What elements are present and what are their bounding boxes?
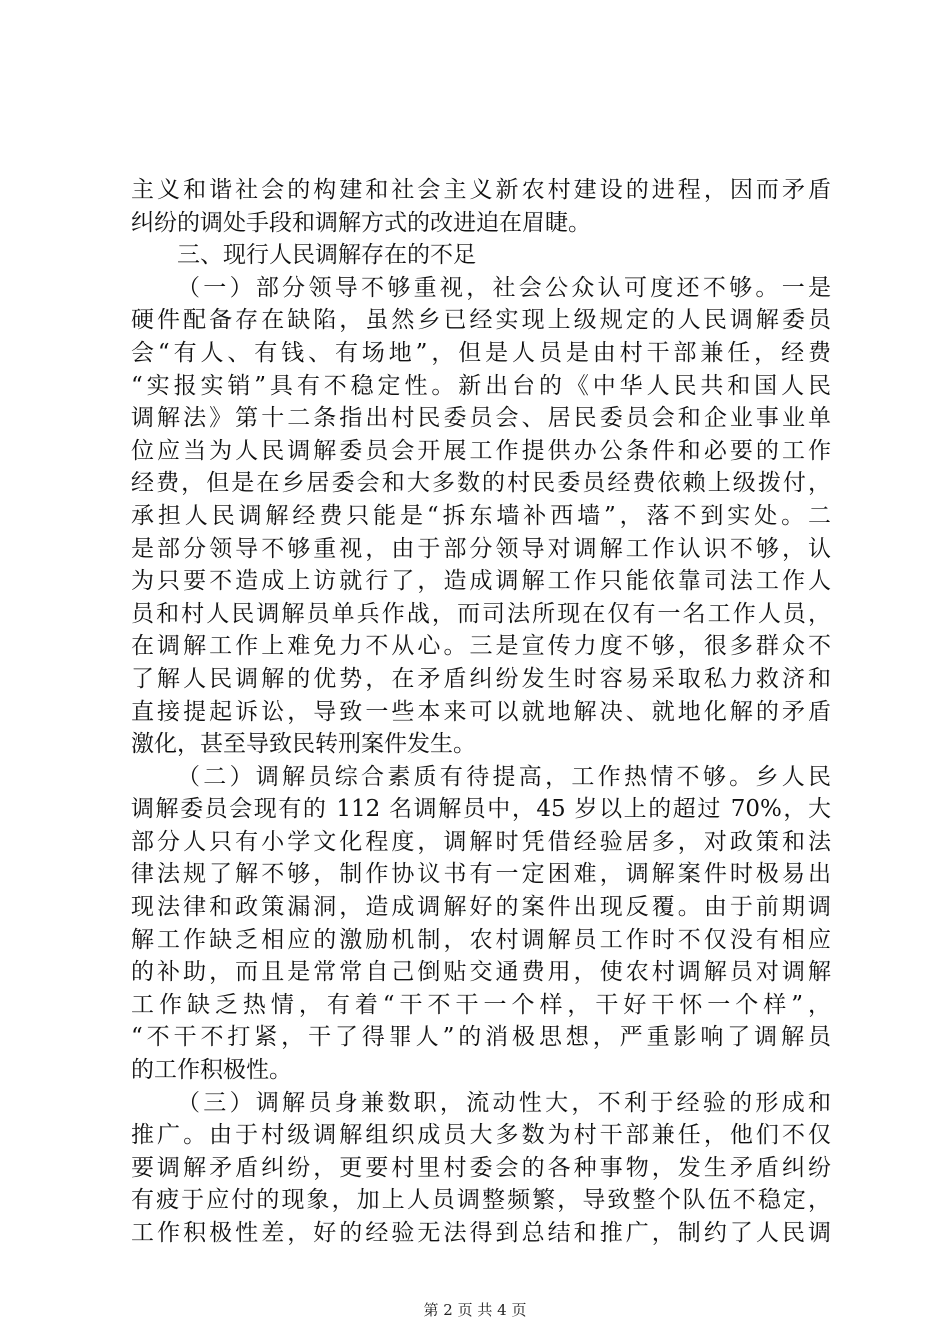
page-footer bbox=[0, 1300, 950, 1320]
body-line: 为只要不造成上访就行了，造成调解工作只能依靠司法工作人 bbox=[131, 568, 831, 595]
paragraph-first-line: （二）调解员综合素质有待提高，工作热情不够。乡人民 bbox=[177, 763, 831, 790]
body-line: 经费，但是在乡居委会和大多数的村民委员经费依赖上级拨付， bbox=[131, 470, 831, 497]
body-line: 在调解工作上难免力不从心。三是宣传力度不够，很多群众不 bbox=[131, 633, 831, 660]
body-line: 员和村人民调解员单兵作战，而司法所现在仅有一名工作人员， bbox=[131, 600, 831, 627]
body-line: 位应当为人民调解委员会开展工作提供办公条件和必要的工作 bbox=[131, 437, 831, 464]
section-heading: 三、现行人民调解存在的不足 bbox=[177, 242, 476, 269]
body-line: 工作缺乏热情，有着“干不干一个样，干好干怀一个样”， bbox=[131, 991, 831, 1018]
body-line: “实报实销”具有不稳定性。新出台的《中华人民共和国人民 bbox=[131, 372, 831, 399]
page-number-label: 第 2 页 共 4 页 bbox=[423, 1301, 527, 1319]
body-line: 了解人民调解的优势，在矛盾纠纷发生时容易采取私力救济和 bbox=[131, 665, 831, 692]
body-line: 有疲于应付的现象，加上人员调整频繁，导致整个队伍不稳定， bbox=[131, 1187, 831, 1214]
body-line: 硬件配备存在缺陷，虽然乡已经实现上级规定的人民调解委员 bbox=[131, 307, 831, 334]
body-line: 工作积极性差，好的经验无法得到总结和推广，制约了人民调 bbox=[131, 1220, 831, 1246]
body-line: 律法规了解不够，制作协议书有一定困难，调解案件时极易出 bbox=[131, 861, 831, 888]
body-line: 要调解矛盾纠纷，更要村里村委会的各种事物，发生矛盾纠纷 bbox=[131, 1154, 831, 1181]
body-line: “不干不打紧，干了得罪人”的消极思想，严重影响了调解员 bbox=[131, 1024, 831, 1051]
document-body bbox=[131, 174, 831, 1250]
body-line: 纠纷的调处手段和调解方式的改进迫在眉睫。 bbox=[131, 209, 591, 236]
body-line: 直接提起诉讼，导致一些本来可以就地解决、就地化解的矛盾 bbox=[131, 698, 831, 725]
body-line: 是部分领导不够重视，由于部分领导对调解工作认识不够，认 bbox=[131, 535, 831, 562]
body-line: 调解委员会现有的 112 名调解员中，45 岁以上的超过 70%，大 bbox=[131, 796, 831, 823]
body-line: 解工作缺乏相应的激励机制，农村调解员工作时不仅没有相应 bbox=[131, 926, 831, 953]
body-line: 的补助，而且是常常自己倒贴交通费用，使农村调解员对调解 bbox=[131, 959, 831, 986]
body-line: 会“有人、有钱、有场地”，但是人员是由村干部兼任，经费 bbox=[131, 339, 831, 366]
paragraph-first-line: （一）部分领导不够重视，社会公众认可度还不够。一是 bbox=[177, 274, 831, 301]
paragraph-first-line: （三）调解员身兼数职，流动性大，不利于经验的形成和 bbox=[177, 1089, 831, 1116]
body-line: 主义和谐社会的构建和社会主义新农村建设的进程，因而矛盾 bbox=[131, 177, 831, 203]
body-line: 的工作积极性。 bbox=[131, 1057, 292, 1084]
body-line: 现法律和政策漏洞，造成调解好的案件出现反覆。由于前期调 bbox=[131, 894, 831, 921]
body-line: 承担人民调解经费只能是“拆东墙补西墙”，落不到实处。二 bbox=[131, 502, 831, 529]
body-line: 激化，甚至导致民转刑案件发生。 bbox=[131, 731, 476, 758]
body-line: 调解法》第十二条指出村民委员会、居民委员会和企业事业单 bbox=[131, 405, 831, 432]
body-line: 部分人只有小学文化程度，调解时凭借经验居多，对政策和法 bbox=[131, 828, 831, 855]
body-line: 推广。由于村级调解组织成员大多数为村干部兼任，他们不仅 bbox=[131, 1122, 831, 1149]
